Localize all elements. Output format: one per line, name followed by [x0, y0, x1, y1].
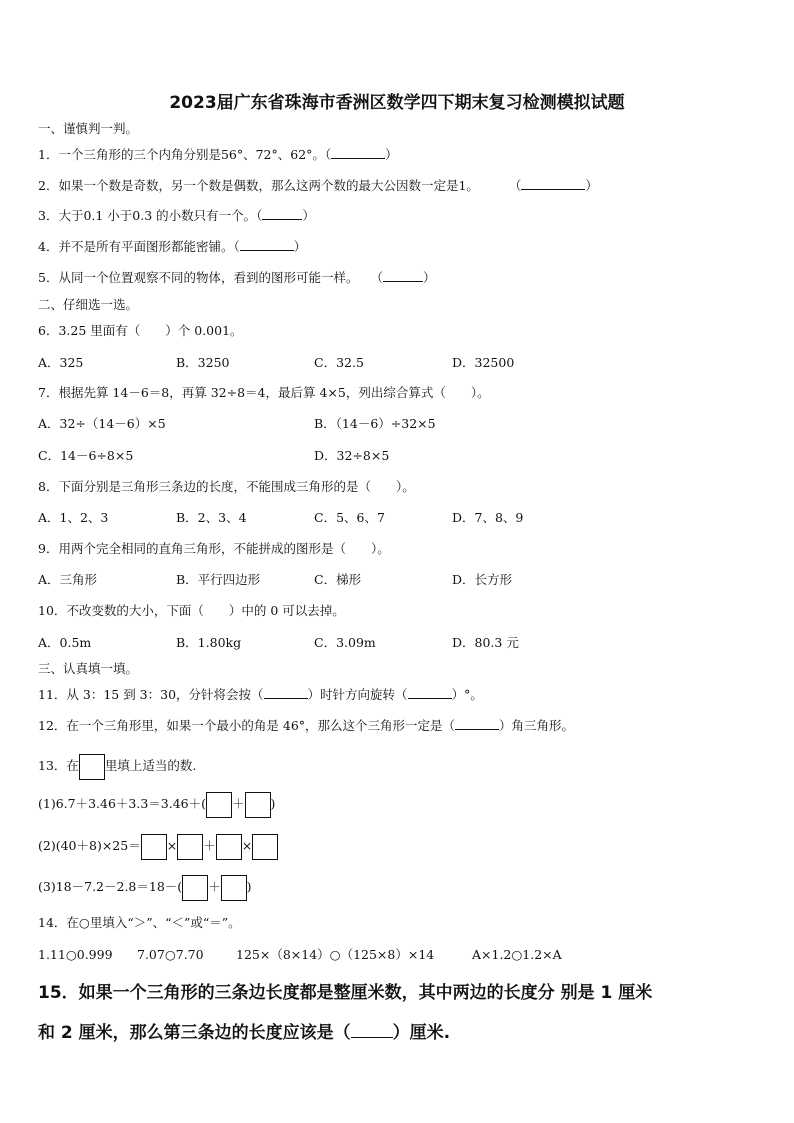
question-13-text: 13．在 [38, 758, 79, 773]
question-15-text: ）厘米. [392, 1023, 451, 1043]
question-13 [38, 752, 196, 780]
option-a[interactable]: A．1、2、3 [38, 510, 109, 525]
question-15-line-2 [38, 1022, 450, 1044]
option-d[interactable]: D．7、8、9 [452, 510, 524, 525]
section-heading-1: 一、谨慎判一判。 [38, 121, 139, 136]
answer-box[interactable] [182, 875, 208, 901]
paren-close: ) [246, 879, 252, 894]
question-2 [38, 177, 598, 195]
answer-blank[interactable] [351, 1023, 393, 1038]
question-13-text: 里填上适当的数. [104, 758, 197, 773]
paren-close: ） [302, 208, 315, 223]
paren-close: ） [585, 178, 598, 193]
option-d[interactable]: D．32500 [452, 355, 515, 370]
question-13-part-2 [38, 832, 278, 860]
question-11-text: ）时针方向旋转（ [307, 687, 408, 702]
answer-blank[interactable] [455, 717, 499, 730]
answer-box[interactable] [216, 834, 242, 860]
option-c[interactable]: C．梯形 [314, 572, 362, 587]
question-6: 6．3.25 里面有（ ）个 0.001。 [38, 323, 243, 338]
answer-blank[interactable] [240, 238, 294, 251]
option-c[interactable]: C．3.09m [314, 635, 376, 650]
option-c[interactable]: C．32.5 [314, 355, 364, 370]
answer-box[interactable] [141, 834, 167, 860]
answer-blank[interactable] [383, 269, 423, 282]
option-a[interactable]: A．三角形 [38, 572, 98, 587]
option-b[interactable]: B．平行四边形 [176, 572, 261, 587]
answer-blank[interactable] [264, 686, 308, 699]
question-10: 10．不改变数的大小，下面（ ）中的 0 可以去掉。 [38, 603, 345, 618]
paren-close: ） [422, 270, 436, 285]
question-7: 7．根据先算 14－6＝8，再算 32÷8＝4，最后算 4×5，列出综合算式（ ）。 [38, 385, 490, 400]
question-12-text: ）角三角形。 [499, 718, 575, 733]
question-13-part-3 [38, 873, 252, 901]
section-heading-3: 三、认真填一填。 [38, 661, 139, 676]
question-3-text: 3．大于0.1 小于0.3 的小数只有一个。（ [38, 208, 263, 223]
answer-blank[interactable] [331, 146, 385, 159]
expression-text: (2)(40＋8)×25＝ [38, 838, 141, 853]
option-a[interactable]: A．32÷（14－6）×5 [38, 416, 166, 431]
times-sign: × [241, 838, 253, 853]
answer-box [79, 754, 105, 780]
question-4 [38, 238, 306, 256]
option-a[interactable]: A．0.5m [38, 635, 92, 650]
answer-box[interactable] [221, 875, 247, 901]
compare-item[interactable]: A×1.2○1.2×A [472, 947, 562, 962]
answer-box[interactable] [252, 834, 278, 860]
question-12-text: 12．在一个三角形里，如果一个最小的角是 46°，那么这个三角形一定是（ [38, 718, 456, 733]
option-b[interactable]: B．1.80kg [176, 635, 242, 650]
option-b[interactable]: B．3250 [176, 355, 230, 370]
paren-open: （ [508, 178, 522, 193]
question-8: 8．下面分别是三角形三条边的长度，不能围成三角形的是（ ）。 [38, 479, 415, 494]
answer-box[interactable] [177, 834, 203, 860]
expression-text: (1)6.7＋3.46＋3.3＝3.46＋( [38, 796, 207, 811]
question-14: 14．在○里填入“＞”、“＜”或“＝”。 [38, 915, 241, 930]
question-1-text: 1．一个三角形的三个内角分别是56°、72°、62°。（ [38, 147, 332, 162]
compare-item[interactable]: 7.07○7.70 [137, 947, 204, 962]
paren-open: （ [370, 270, 383, 285]
option-d[interactable]: D．长方形 [452, 572, 513, 587]
answer-box[interactable] [206, 792, 232, 818]
question-15-line-1: 15．如果一个三角形的三条边长度都是整厘米数，其中两边的长度分 别是 1 厘米 [38, 983, 653, 1003]
question-12 [38, 717, 574, 735]
option-d[interactable]: D．80.3 元 [452, 635, 519, 650]
question-15-text: 和 2 厘米，那么第三条边的长度应该是（ [38, 1023, 351, 1043]
question-13-part-1 [38, 790, 275, 818]
question-5 [38, 269, 435, 287]
answer-box[interactable] [245, 792, 271, 818]
compare-item[interactable]: 1.11○0.999 [38, 947, 113, 962]
paren-close: ） [293, 239, 307, 254]
answer-blank[interactable] [262, 207, 302, 220]
answer-blank[interactable] [408, 686, 452, 699]
plus-sign: ＋ [208, 879, 221, 894]
plus-sign: ＋ [232, 796, 245, 811]
paren-close: ) [270, 796, 276, 811]
option-a[interactable]: A．325 [38, 355, 84, 370]
question-1 [38, 146, 398, 164]
question-2-text: 2．如果一个数是奇数，另一个数是偶数，那么这两个数的最大公因数一定是1。 [38, 178, 479, 193]
option-c[interactable]: C．14－6÷8×5 [38, 448, 134, 463]
section-heading-2: 二、仔细选一选。 [38, 297, 139, 312]
page-title: 2023届广东省珠海市香洲区数学四下期末复习检测模拟试题 [169, 93, 625, 113]
question-11-text: 11．从 3：15 到 3：30，分针将会按（ [38, 687, 264, 702]
paren-close: ） [385, 147, 398, 162]
option-b[interactable]: B．2、3、4 [176, 510, 247, 525]
question-5-text: 5．从同一个位置观察不同的物体，看到的图形可能一样。 [38, 270, 359, 285]
question-11 [38, 686, 483, 704]
compare-item[interactable]: 125×（8×14）○（125×8）×14 [236, 947, 435, 962]
question-3 [38, 207, 315, 225]
expression-text: (3)18－7.2－2.8＝18－( [38, 879, 183, 894]
plus-sign: ＋ [203, 838, 216, 853]
option-c[interactable]: C．5、6、7 [314, 510, 385, 525]
question-4-text: 4．并不是所有平面图形都能密铺。（ [38, 239, 240, 254]
option-b[interactable]: B．（14－6）÷32×5 [314, 416, 436, 431]
answer-blank[interactable] [521, 177, 585, 190]
option-d[interactable]: D．32÷8×5 [314, 448, 390, 463]
times-sign: × [166, 838, 178, 853]
question-9: 9．用两个完全相同的直角三角形，不能拼成的图形是（ ）。 [38, 541, 390, 556]
question-11-text: ）°。 [451, 687, 483, 702]
